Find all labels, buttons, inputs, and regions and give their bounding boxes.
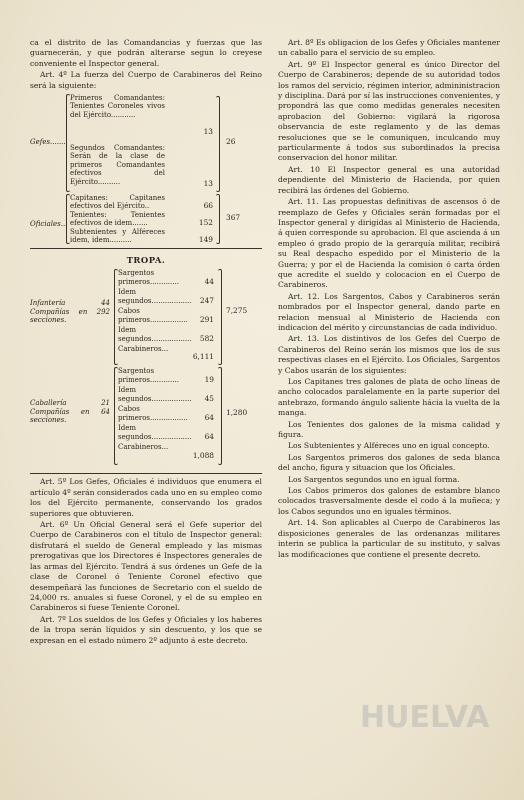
officers-table [30, 94, 262, 244]
gefes-count: 13 [203, 127, 213, 137]
article-text: El Inspector general es una autoridad dependiente del Ministerio de Hacienda, por quien recibirá las órdenes del Gobierno. [278, 164, 500, 195]
caballeria-count: 1,088 [192, 451, 214, 461]
archive-watermark: HUELVA [360, 700, 490, 735]
divider [30, 248, 262, 249]
brace-right [218, 367, 222, 465]
caballeria-count: 64 [204, 413, 214, 423]
insignia-paragraph: Los Sargentos primeros dos galones de seda blanca del ancho, figura y situacion que los Oficiales. [278, 452, 500, 473]
insignia-paragraph: Los Subtenientes y Alféreces uno en igual concepto. [288, 441, 490, 451]
insignia-paragraph: Los Tenientes dos galones de la misma calidad y figura. [278, 419, 500, 440]
article-number: Art. 5º [40, 477, 67, 487]
article-number: Art. 14. [288, 518, 319, 528]
infanteria-count: 247 [199, 296, 214, 306]
caballeria-item: Idem segundos.................. [118, 386, 192, 403]
oficiales-item: Capitanes: Capitanes efectivos del Ejército.. [70, 194, 165, 211]
article-text: La fuerza del Cuerpo de Carabineros del Reino será la siguiente: [30, 70, 262, 90]
gefes-item: Segundos Comandantes: Serán de la clase de primeros Comandantes efectivos del Ejército.......... [70, 144, 165, 186]
article-number: Art. 13. [288, 334, 320, 344]
article-text: Los sueldos de los Gefes y Oficiales y los haberes de la tropa serán líquidos y sin descuento, y los que se expresan en el estado número 2º adjunto á este decreto. [30, 614, 262, 645]
insignia-paragraph: Los Capitanes tres galones de plata de ocho líneas de ancho colocados paralelamente en la parte superior del antebrazo, formando ángulo saliente hácia la vuelta de la manga. [278, 377, 500, 418]
left-column [30, 38, 262, 647]
caballeria-label: Caballería 21 Compañías en 64 secciones. [30, 399, 110, 425]
gefes-count: 13 [203, 179, 213, 189]
article-number: Art. 6º [40, 520, 69, 530]
article-text: El Inspector general es único Director del Cuerpo de Carabineros; depende de su autoridad todos los ramos del servicio, régimen interior, admininistracion y disciplina. Dará por sí las instrucciones convenientes, y propondrá las que como medidas generales necesiten aprobacion del Gobierno: vigilará la rigorosa observancia de este reglamento y de las demas resoluciones que se le comuniquen, inculcando muy particularmente á todos sus subordinados la precisa conservacion del honor militar. [278, 59, 500, 163]
article-5 [30, 477, 262, 519]
article-number: Art. 4º [40, 70, 67, 80]
article-text: Los distintivos de los Gefes del Cuerpo de Carabineros del Reino serán los mismos que los de sus respectivas clases en el Ejército. Los Oficiales, Sargentos y Cabos usarán de los siguientes: [278, 334, 500, 375]
article-11 [278, 197, 500, 291]
gefes-item: Primeros Comandantes: Tenientes Coroneles vivos del Ejército........... [70, 94, 165, 119]
caballeria-total: 1,280 [226, 408, 248, 418]
article-text: Los Sargentos, Cabos y Carabineros serán nombrados por el Inspector general, dando parte en relacion mensual al Ministerio de Hacienda con indicacion del mérito y circunstancias de cada individuo. [278, 291, 500, 332]
tropa-heading: TROPA. [126, 255, 166, 266]
article-9 [278, 60, 500, 164]
oficiales-count: 66 [203, 201, 213, 211]
infanteria-item: Carabineros... [118, 345, 169, 354]
caballeria-items [118, 367, 192, 453]
infanteria-count: 582 [199, 334, 214, 344]
article-text: Son aplicables al Cuerpo de Carabineros las disposiciones generales de las ordenanzas militares interin se publica la particular de su instituto, y salvas las modificaciones que contiene el presente decreto. [278, 518, 501, 559]
article-text: Es obligacion de los Gefes y Oficiales mantener un caballo para el servicio de su empleo. [278, 38, 500, 58]
caballeria-item: Idem segundos.................. [118, 424, 192, 441]
article-number: Art. 7º [40, 614, 66, 624]
article-text: Las propuestas definitivas de ascensos ó de reemplazo de Gefes y Oficiales serán formadas por el Inspector general y dirigidas al Ministerio de Hacienda, á quien corresponde su aprobacion. El que ascienda á un empleo ó grado propio de la gerarquía militar, recibirá su Real despacho espedido por el Ministerio de la Guerra; y por el de Hacienda la comision ó carta órden que acredite el sueldo y colocacion en el Cuerpo de Carabineros. [278, 197, 501, 290]
divider [30, 473, 262, 474]
infanteria-items [118, 269, 192, 355]
infanteria-total: 7,275 [226, 306, 248, 316]
gefes-label: Gefes....... [30, 138, 66, 147]
article-12 [278, 292, 500, 334]
article-13 [278, 334, 500, 376]
article-number: Art. 11. [288, 197, 319, 207]
article-7 [30, 615, 262, 646]
article-4 [30, 70, 262, 91]
infanteria-count: 44 [204, 277, 214, 287]
brace-right [216, 96, 220, 192]
caballeria-count: 45 [204, 394, 214, 404]
oficiales-item: Subtenientes y Alféreces idem, idem.......... [70, 228, 165, 245]
article-8 [278, 38, 500, 59]
article-10 [278, 165, 500, 196]
infanteria-item: Sargentos primeros............. [118, 269, 179, 286]
caballeria-item: Sargentos primeros............. [118, 367, 179, 384]
oficiales-items [70, 194, 165, 245]
oficiales-item: Tenientes: Tenientes efectivos de idem....... [70, 211, 165, 228]
infanteria-item: Idem segundos.................. [118, 288, 192, 305]
infanteria-label: Infantería 44 Compañías en 292 secciones. [30, 299, 110, 325]
article-text: Un Oficial General será el Gefe superior del Cuerpo de Carabineros con el título de Inspector general: disfrutará el sueldo de General empleado y las mismas prerogativas que los Directores é Inspectores generales de las armas del Ejército. Tendrá á sus órdenes un Gefe de la clase de Coronel ó Teniente Coronel efectivo que desempeñará las funciones de Secretario con el sueldo de 24,000 rs. anuales si fuese Coronel, y el de su empleo en Carabineros si fuese Teniente Coronel. [30, 520, 263, 613]
tropa-table [30, 269, 262, 469]
article-number: Art. 10 [288, 164, 320, 174]
oficiales-total: 367 [226, 213, 241, 223]
infanteria-count: 291 [199, 315, 214, 325]
article-text: Los Gefes, Oficiales é individuos que enumera el artículo 4º serán considerados cada uno en su empleo como los del Ejército permanente, conservando los grados superiores que obtuvieren. [30, 477, 262, 518]
article-6 [30, 520, 262, 614]
caballeria-count: 19 [204, 375, 214, 385]
brace-right [218, 269, 222, 365]
oficiales-count: 149 [198, 235, 213, 245]
right-column [278, 38, 500, 561]
article-number: Art. 9º [288, 59, 317, 69]
insignia-paragraph: Los Sargentos segundos uno en igual forma. [288, 474, 460, 484]
infanteria-item: Idem segundos.................. [118, 326, 192, 343]
infanteria-count: 6,111 [192, 352, 214, 362]
caballeria-count: 64 [204, 432, 214, 442]
insignia-paragraph: Los Cabos primeros dos galones de estambre blanco colocados trasversalmente desde el codo á la muñeca; y los Cabos segundos uno en iguales términos. [278, 486, 500, 516]
caballeria-item: Carabineros... [118, 443, 169, 452]
oficiales-count: 152 [198, 218, 213, 228]
gefes-items [70, 94, 165, 192]
caballeria-item: Cabos primeros................. [118, 405, 188, 422]
article-number: Art. 8º [288, 38, 314, 47]
oficiales-label: Oficiales... [30, 220, 68, 229]
article-number: Art. 12. [288, 291, 320, 301]
paragraph-continuation: ca el distrito de las Comandancias y fuerzas que las guarnecerán, y que podrán alterarse segun lo creyese conveniente el Inspector general. [30, 38, 262, 68]
gefes-total: 26 [226, 137, 236, 147]
infanteria-item: Cabos primeros................. [118, 307, 188, 324]
brace-right [216, 194, 220, 244]
article-14 [278, 518, 500, 560]
